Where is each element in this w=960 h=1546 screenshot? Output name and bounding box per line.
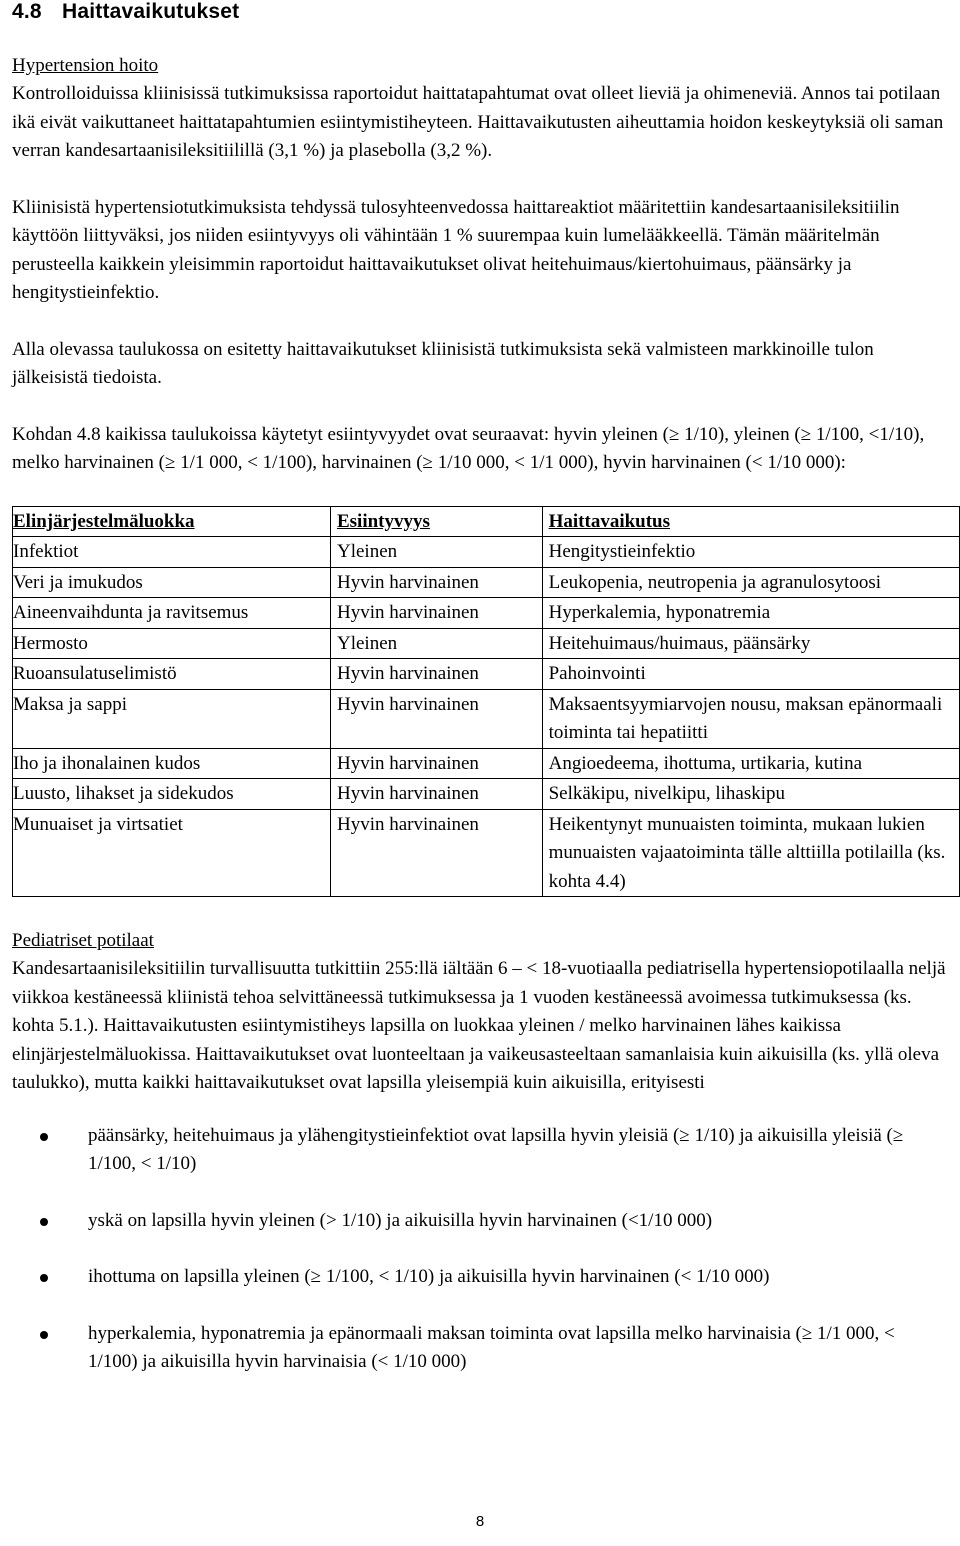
document-page bbox=[12, 0, 948, 1405]
cell-frequency: Hyvin harvinainen bbox=[330, 598, 542, 629]
list-item bbox=[12, 1207, 948, 1236]
subtitle-pediatric: Pediatriset potilaat bbox=[12, 930, 154, 951]
section-heading bbox=[12, 0, 948, 24]
list-item-text: päänsärky, heitehuimaus ja ylähengitystieinfektiot ovat lapsilla hyvin yleisiä (≥ 1/10) ja aikuisilla yleisiä (≥ 1/100, < 1/10) bbox=[88, 1124, 904, 1174]
list-item bbox=[12, 1122, 948, 1179]
cell-effect: Hengitystieinfektio bbox=[542, 537, 959, 568]
table-header-row bbox=[13, 506, 960, 537]
table-row bbox=[13, 748, 960, 779]
section-number: 4.8 bbox=[12, 0, 42, 23]
table-row bbox=[13, 659, 960, 690]
paragraph-2: Kliinisistä hypertensiotutkimuksista tehdyssä tulosyhteenvedossa haittareaktiot määritettiin kandesartaanisileksitiilin käyttöön liittyväksi, jos niiden esiintyvyys oli vähintään 1 % suurempaa kuin lumelääkkeellä. Tämän määritelmän perusteella kaikkein yleisimmin raportoidut haittavaikutukset olivat heitehuimaus/kiertohuimaus, päänsärky ja hengitystieinfektio. bbox=[12, 196, 900, 303]
header-organ-class: Elinjärjestelmäluokka bbox=[13, 506, 331, 537]
list-item bbox=[12, 1320, 948, 1377]
cell-organ: Ruoansulatuselimistö bbox=[13, 659, 331, 690]
list-item-text: ihottuma on lapsilla yleinen (≥ 1/100, < 1/10) ja aikuisilla hyvin harvinainen (< 1/10 000) bbox=[88, 1266, 770, 1287]
cell-frequency: Hyvin harvinainen bbox=[330, 659, 542, 690]
cell-organ: Iho ja ihonalainen kudos bbox=[13, 748, 331, 779]
cell-frequency: Hyvin harvinainen bbox=[330, 689, 542, 748]
table-row bbox=[13, 567, 960, 598]
list-item-text: hyperkalemia, hyponatremia ja epänormaali maksan toiminta ovat lapsilla melko harvinaisia (≥ 1/1 000, < 1/100) ja aikuisilla hyvin harvinaisia (< 1/10 000) bbox=[88, 1322, 895, 1372]
paragraph-3: Alla olevassa taulukossa on esitetty haittavaikutukset kliinisistä tutkimuksista sekä valmisteen markkinoille tulon jälkeisistä tiedoista. bbox=[12, 338, 874, 388]
cell-effect: Pahoinvointi bbox=[542, 659, 959, 690]
cell-frequency: Yleinen bbox=[330, 537, 542, 568]
cell-organ: Veri ja imukudos bbox=[13, 567, 331, 598]
list-item-text: yskä on lapsilla hyvin yleinen (> 1/10) ja aikuisilla hyvin harvinainen (<1/10 000) bbox=[88, 1209, 713, 1231]
bullet-icon bbox=[40, 1133, 48, 1141]
cell-effect: Heikentynyt munuaisten toiminta, mukaan lukien munuaisten vajaatoiminta tälle alttiilla potilailla (ks. kohta 4.4) bbox=[542, 809, 959, 897]
cell-organ: Luusto, lihakset ja sidekudos bbox=[13, 779, 331, 810]
cell-frequency: Hyvin harvinainen bbox=[330, 748, 542, 779]
cell-frequency: Hyvin harvinainen bbox=[330, 567, 542, 598]
bullet-icon bbox=[40, 1274, 48, 1282]
cell-effect: Leukopenia, neutropenia ja agranulosytoosi bbox=[542, 567, 959, 598]
table-row bbox=[13, 628, 960, 659]
page-number: 8 bbox=[475, 1513, 485, 1530]
header-effect: Haittavaikutus bbox=[542, 506, 959, 537]
cell-effect: Hyperkalemia, hyponatremia bbox=[542, 598, 959, 629]
table-row bbox=[13, 779, 960, 810]
bullet-icon bbox=[40, 1218, 48, 1226]
paragraph-1: Kontrolloiduissa kliinisissä tutkimuksissa raportoidut haittatapahtumat ovat olleet lieviä ja ohimeneviä. Annos tai potilaan ikä eivät vaikuttaneet haittatapahtumien esiintymistiheyteen. Haittavaikutusten aiheuttamia hoidon keskeytyksiä oli saman verran kandesartaanisileksitiilillä (3,1 %) ja plasebolla (3,2 %). bbox=[12, 83, 944, 161]
header-frequency: Esiintyvyys bbox=[330, 506, 542, 537]
cell-effect: Selkäkipu, nivelkipu, lihaskipu bbox=[542, 779, 959, 810]
bullet-list bbox=[12, 1122, 948, 1377]
cell-organ: Munuaiset ja virtsatiet bbox=[13, 809, 331, 897]
cell-frequency: Hyvin harvinainen bbox=[330, 779, 542, 810]
adverse-effects-table bbox=[12, 506, 960, 898]
table-row bbox=[13, 809, 960, 897]
table-row bbox=[13, 689, 960, 748]
cell-effect: Angioedeema, ihottuma, urtikaria, kutina bbox=[542, 748, 959, 779]
cell-effect: Maksaentsyymiarvojen nousu, maksan epänormaali toiminta tai hepatiitti bbox=[542, 689, 959, 748]
cell-organ: Aineenvaihdunta ja ravitsemus bbox=[13, 598, 331, 629]
list-item bbox=[12, 1263, 948, 1292]
cell-organ: Maksa ja sappi bbox=[13, 689, 331, 748]
paragraph-pediatric: Kandesartaanisileksitiilin turvallisuutta tutkittiin 255:llä iältään 6 – < 18-vuotiaalla pediatrisella hypertensiopotilaalla neljä viikkoa kestäneessä kliinistä tehoa selvittäneessä tutkimuksessa ja 1 vuoden kestäneessä avoimessa tutkimuksessa (ks. kohta 5.1.). Haittavaikutusten esiintymistiheys lapsilla on luokkaa yleinen / melko harvinainen lähes kaikissa elinjärjestelmäluokissa. Haittavaikutukset ovat luonteeltaan ja vaikeusasteeltaan samanlaisia kuin aikuisilla (ks. yllä oleva taulukko), mutta kaikki haittavaikutukset ovat lapsilla yleisempiä kuin aikuisilla, erityisesti bbox=[12, 958, 946, 1093]
cell-organ: Hermosto bbox=[13, 628, 331, 659]
table-row bbox=[13, 537, 960, 568]
paragraph-4: Kohdan 4.8 kaikissa taulukoissa käytetyt esiintyvyydet ovat seuraavat: hyvin yleinen (≥ 1/10), yleinen (≥ 1/100, <1/10), melko harvinainen (≥ 1/1 000, < 1/100), harvinainen (≥ 1/10 000, < 1/1 000), hyvin harvinainen (< 1/10 000): bbox=[12, 423, 925, 473]
subtitle-hypertension: Hypertension hoito bbox=[12, 55, 159, 76]
cell-frequency: Yleinen bbox=[330, 628, 542, 659]
cell-organ: Infektiot bbox=[13, 537, 331, 568]
cell-effect: Heitehuimaus/huimaus, päänsärky bbox=[542, 628, 959, 659]
table-row bbox=[13, 598, 960, 629]
section-title: Haittavaikutukset bbox=[62, 0, 240, 23]
cell-frequency: Hyvin harvinainen bbox=[330, 809, 542, 897]
bullet-icon bbox=[40, 1331, 48, 1339]
